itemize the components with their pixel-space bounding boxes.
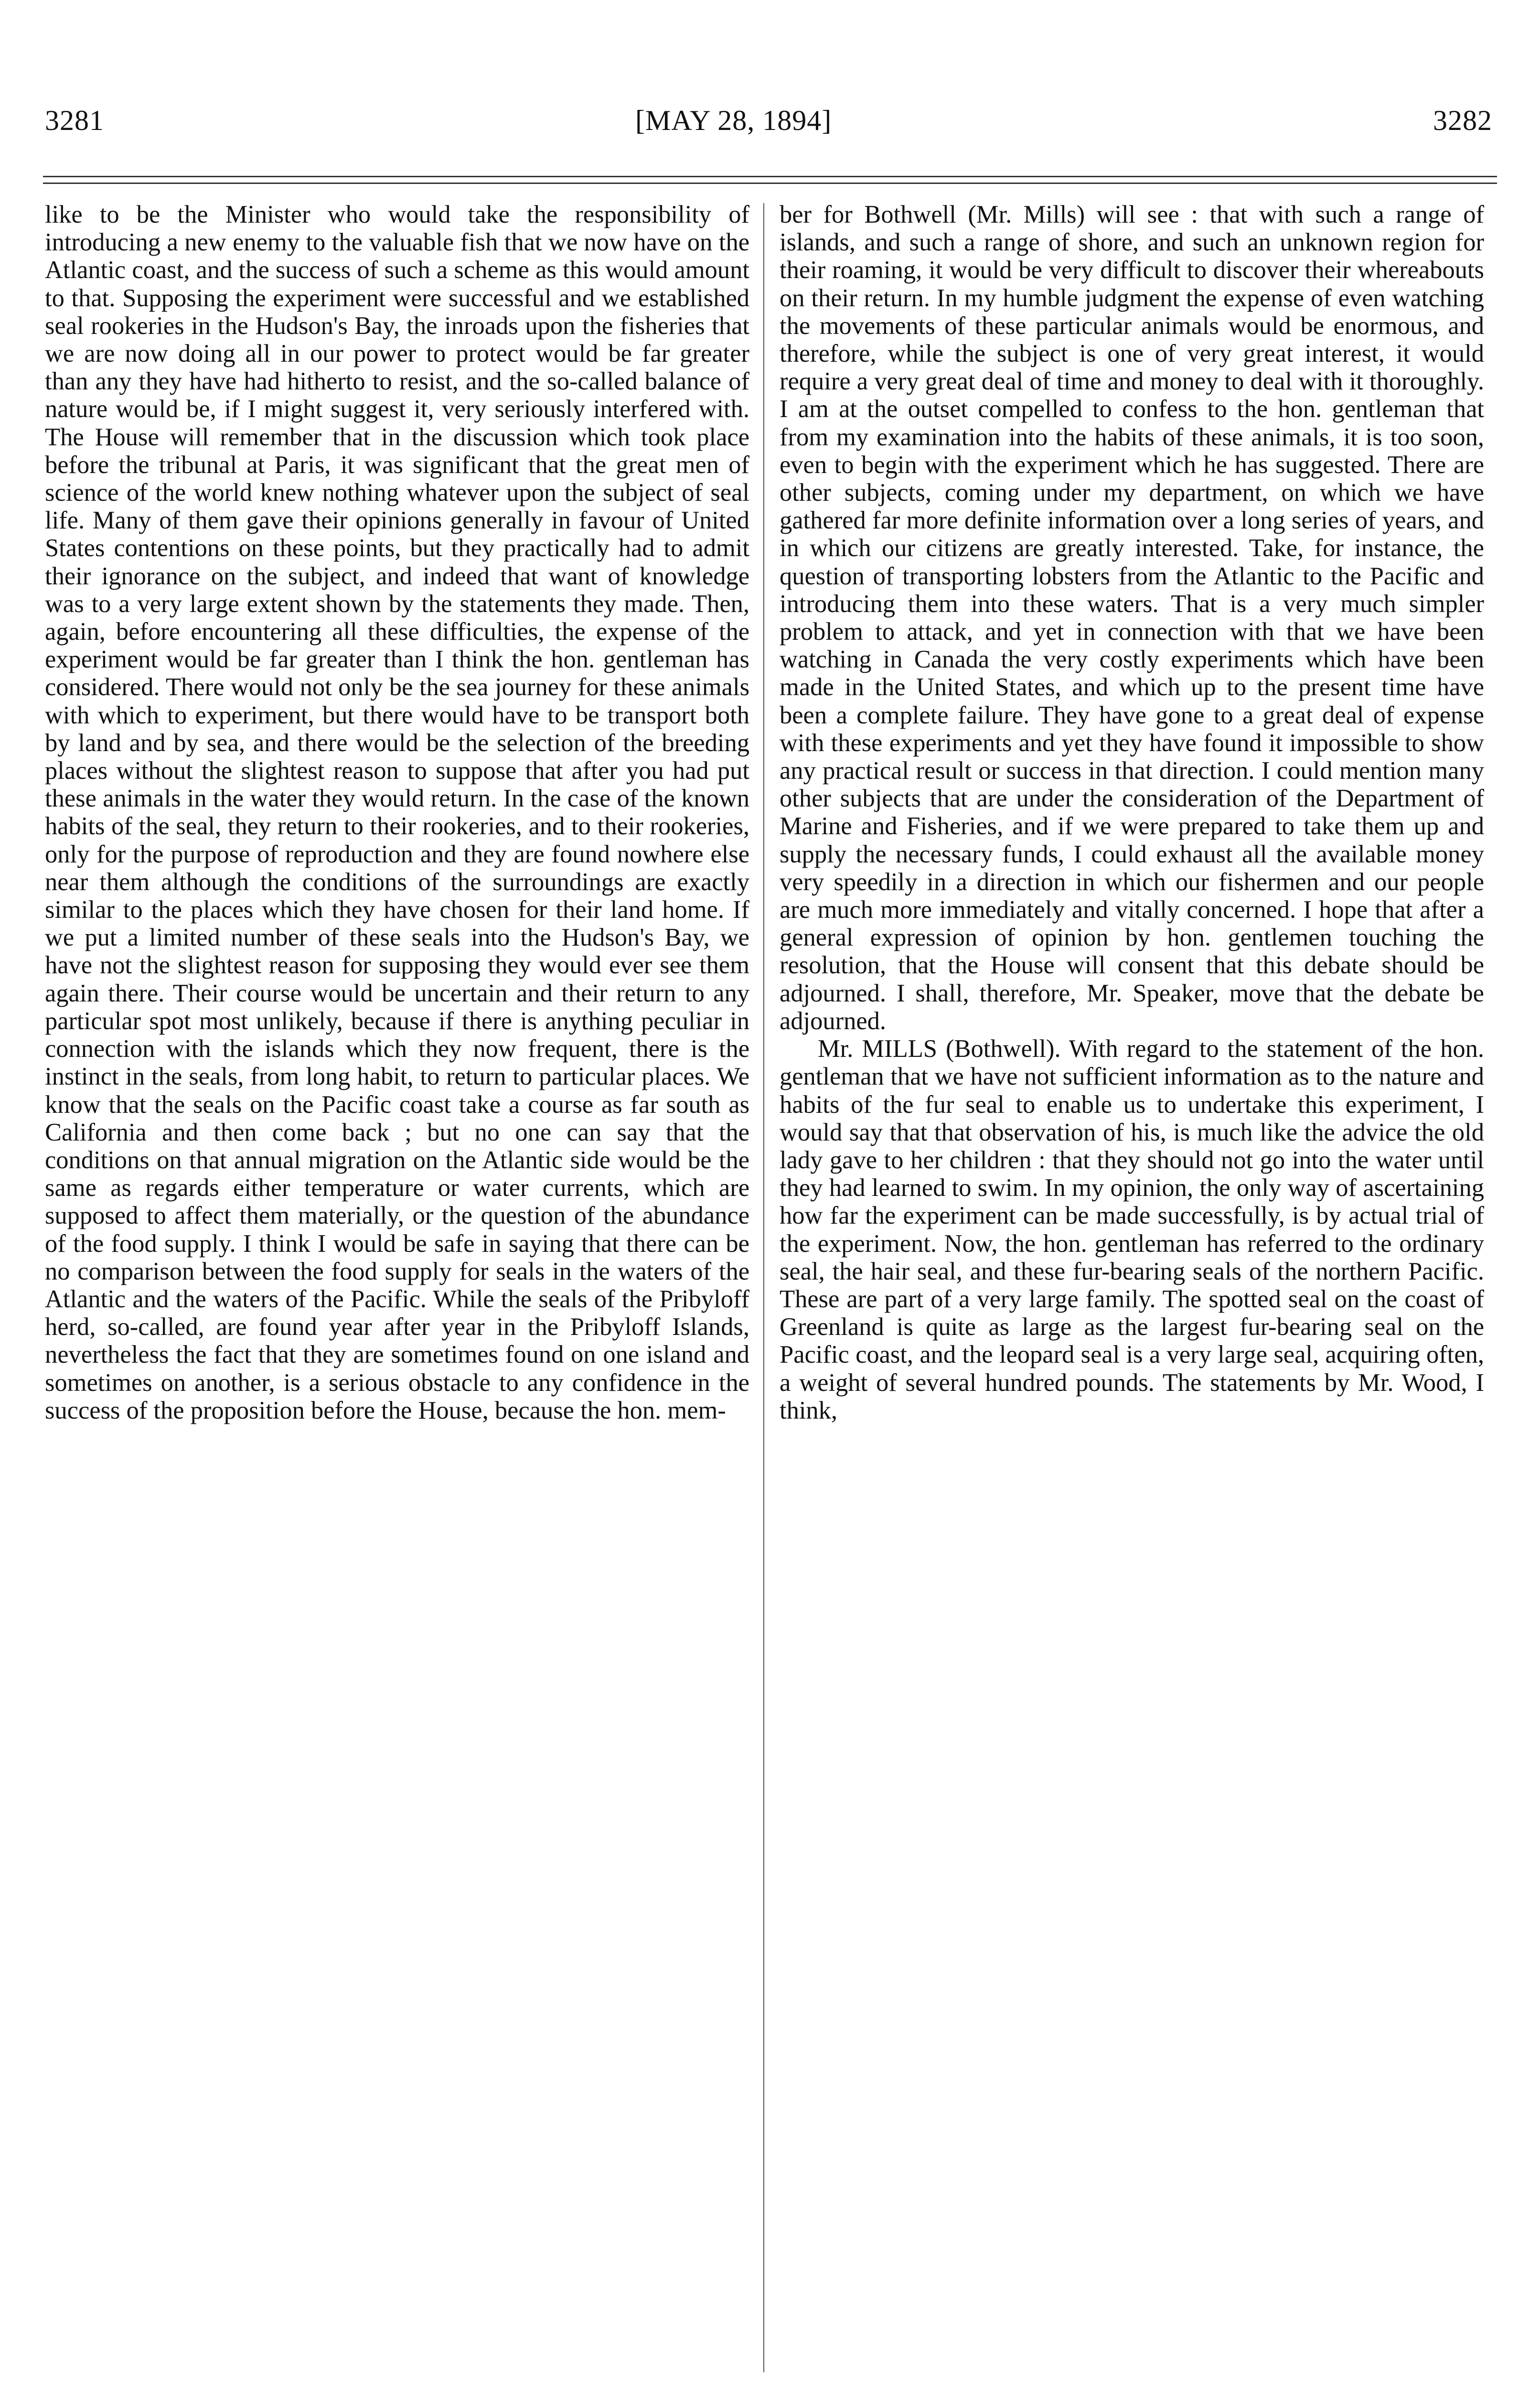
header-rule-bottom (43, 183, 1497, 184)
page-number-right: 3282 (1433, 105, 1492, 136)
page-date-header: [MAY 28, 1894] (635, 105, 832, 136)
left-column (45, 201, 749, 2375)
page-number-left: 3281 (45, 105, 104, 136)
header-rule-top (43, 176, 1497, 177)
column-divider (763, 203, 764, 2372)
right-column-paragraph-1: ber for Bothwell (Mr. Mills) will see : that with such a range of islands, and such a range of shore, and such an unknown region for their roaming, it would be very difficult to discover their whereabouts on their return. In my humble judgment the expense of even watching the movements of these particular animals would be enormous, and therefore, while the subject is one of very great interest, it would require a very great deal of time and money to deal with it thoroughly. I am at the outset compelled to confess to the hon. gentleman that from my examination into the habits of these animals, it is too soon, even to begin with the experiment which he has suggested. There are other subjects, coming under my department, on which we have gathered far more definite information over a long series of years, and in which our citizens are greatly interested. Take, for instance, the question of transporting lobsters from the Atlantic to the Pacific and introducing them into these waters. That is a very much simpler problem to attack, and yet in connection with that we have been watching in Canada the very costly experiments which have been made in the United States, and which up to the present time have been a complete failure. They have gone to a great deal of expense with these experiments and yet they have found it impossible to show any practical result or success in that direction. I could mention many other subjects that are under the consideration of the Department of Marine and Fisheries, and if we were prepared to take them up and supply the necessary funds, I could exhaust all the available money very speedily in a direction in which our fishermen and our people are much more immediately and vitally concerned. I hope that after a general expression of opinion by hon. gentlemen touching the resolution, that the House will consent that this debate should be adjourned. I shall, therefore, Mr. Speaker, move that the debate be adjourned. (780, 201, 1484, 1035)
right-column (780, 201, 1484, 2375)
left-column-paragraph: like to be the Minister who would take the responsibility of introducing a new enemy to the valuable fish that we now have on the Atlantic coast, and the success of such a scheme as this would amount to that. Supposing the experiment were successful and we established seal rookeries in the Hudson's Bay, the inroads upon the fisheries that we are now doing all in our power to protect would be far greater than any they have had hitherto to resist, and the so-called balance of nature would be, if I might suggest it, very seriously interfered with. The House will remember that in the discussion which took place before the tribunal at Paris, it was significant that the great men of science of the world knew nothing whatever upon the subject of seal life. Many of them gave their opinions generally in favour of United States contentions on these points, but they practically had to admit their ignorance on the subject, and indeed that want of knowledge was to a very large extent shown by the statements they made. Then, again, before encountering all these difficulties, the expense of the experiment would be far greater than I think the hon. gentleman has considered. There would not only be the sea journey for these animals with which to experiment, but there would have to be transport both by land and by sea, and there would be the selection of the breeding places without the slightest reason to suppose that after you had put these animals in the water they would return. In the case of the known habits of the seal, they return to their rookeries, and to their rookeries, only for the purpose of reproduction and they are found nowhere else near them although the conditions of the surroundings are exactly similar to the places which they have chosen for their land home. If we put a limited number of these seals into the Hudson's Bay, we have not the slightest reason for supposing they would ever see them again there. Their course would be uncertain and their return to any particular spot most unlikely, because if there is anything peculiar in connection with the islands which they now frequent, there is the instinct in the seals, from long habit, to return to particular places. We know that the seals on the Pacific coast take a course as far south as California and then come back ; but no one can say that the conditions on that annual migration on the Atlantic side would be the same as regards either temperature or water currents, which are supposed to affect them materially, or the question of the abundance of the food supply. I think I would be safe in saying that there can be no comparison between the food supply for seals in the waters of the Atlantic and the waters of the Pacific. While the seals of the Pribyloff herd, so-called, are found year after year in the Pribyloff Islands, nevertheless the fact that they are sometimes found on one island and sometimes on another, is a serious obstacle to any confidence in the success of the proposition before the House, because the hon. mem- (45, 201, 749, 1424)
right-column-paragraph-2: Mr. MILLS (Bothwell). With regard to the statement of the hon. gentleman that we have not sufficient information as to the nature and habits of the fur seal to enable us to undertake this experiment, I would say that that observation of his, is much like the advice the old lady gave to her children : that they should not go into the water until they had learned to swim. In my opinion, the only way of ascertaining how far the experiment can be made successfully, is by actual trial of the experiment. Now, the hon. gentleman has referred to the ordinary seal, the hair seal, and these fur-bearing seals of the northern Pacific. These are part of a very large family. The spotted seal on the coast of Greenland is quite as large as the largest fur-bearing seal on the Pacific coast, and the leopard seal is a very large seal, acquiring often, a weight of several hundred pounds. The statements by Mr. Wood, I think, (780, 1035, 1484, 1424)
